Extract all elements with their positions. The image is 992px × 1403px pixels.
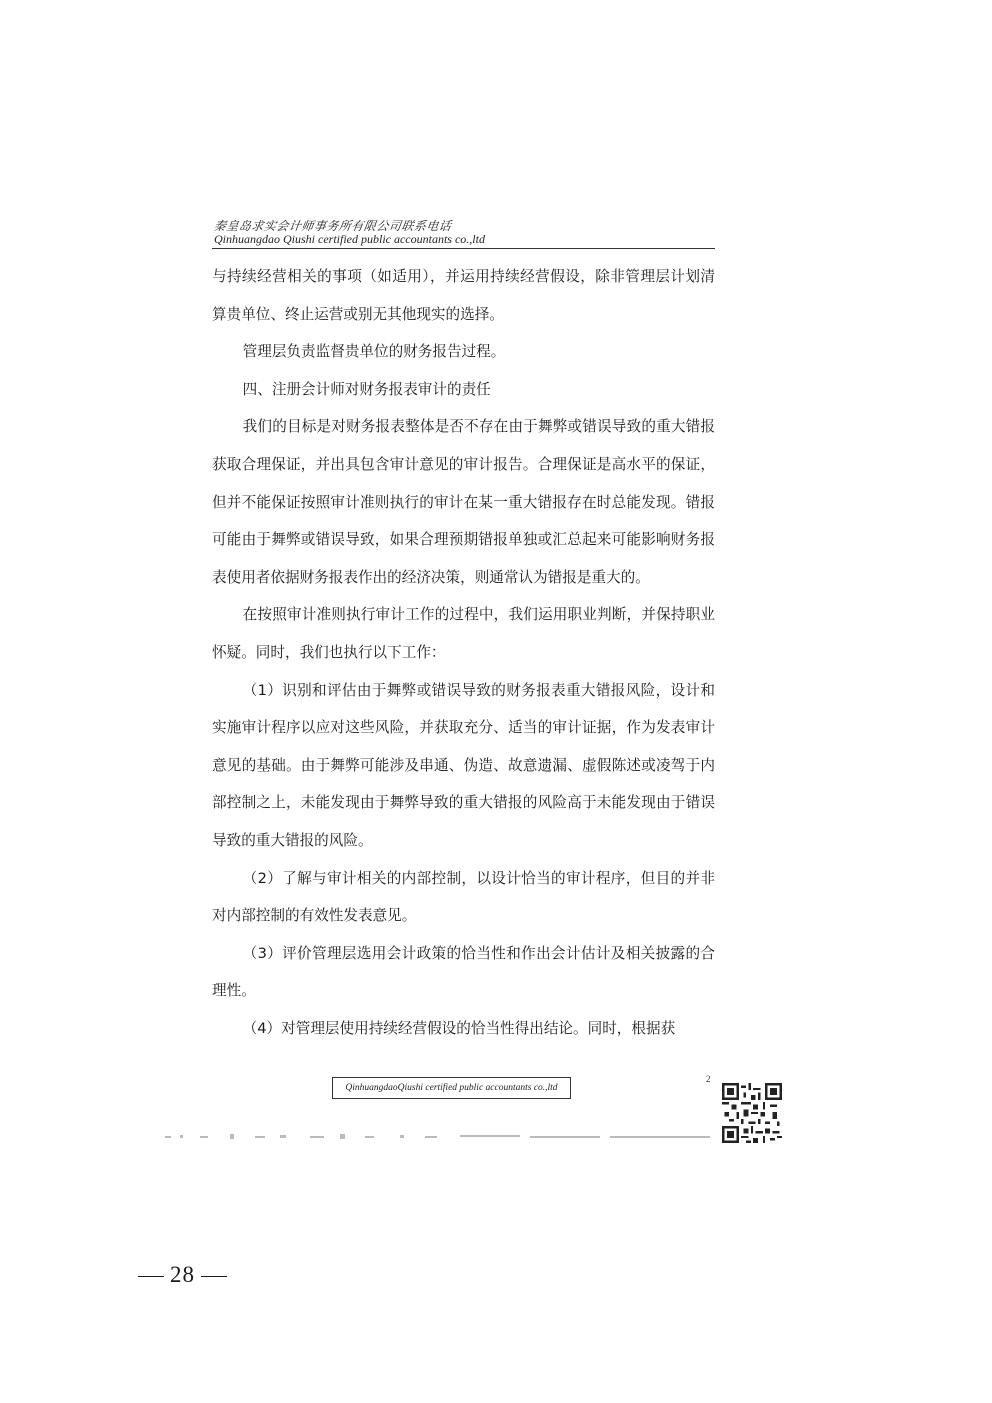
- list-item-1: （1）识别和评估由于舞弊或错误导致的财务报表重大错报风险，设计和实施审计程序以应对这些风险，并获取充分、适当的审计证据，作为发表审计意见的基础。由于舞弊可能涉及串通、伪造、故意遗漏、虚假陈述或凌驾于内部控制之上，未能发现由于舞弊导致的重大错报的风险高于未能发现由于错误导致的重大错报的风险。: [212, 681, 715, 849]
- paragraph-judgement: 在按照审计准则执行审计工作的过程中，我们运用职业判断，并保持职业怀疑。同时，我们也执行以下工作：: [212, 606, 715, 661]
- section-heading-4: 四、注册会计师对财务报表审计的责任: [242, 380, 491, 398]
- page-number-dash-right: [201, 1276, 227, 1277]
- paragraph-2: 管理层负责监督贵单位的财务报告过程。: [242, 343, 506, 361]
- letterhead-firm-name-cn: 秦皇岛求实会计师事务所有限公司联系电话: [212, 219, 453, 233]
- report-body: [212, 258, 715, 1047]
- list-item-4: （4）对管理层使用持续经营假设的恰当性得出结论。同时，根据获: [242, 1019, 676, 1037]
- footer-firm-box: QinhuangdaoQiushi certified public accountants co.,ltd: [332, 1077, 571, 1099]
- header-divider: [212, 248, 715, 249]
- inner-page-number: 2: [706, 1074, 711, 1084]
- page-number-value: 28: [170, 1262, 195, 1287]
- letterhead-firm-name-en: Qinhuangdao Qiushi certified public accountants co.,ltd: [214, 232, 485, 246]
- list-item-3: （3）评价管理层选用会计政策的恰当性和作出会计估计及相关披露的合理性。: [212, 944, 715, 1000]
- page-number-dash-left: [138, 1276, 164, 1277]
- paragraph-1: 与持续经营相关的事项（如适用），并运用持续经营假设，除非管理层计划清算贵单位、终止运营或别无其他现实的选择。: [212, 268, 715, 323]
- list-item-2: （2）了解与审计相关的内部控制，以设计恰当的审计程序，但目的并非对内部控制的有效性发表意见。: [212, 869, 715, 925]
- page-number: [132, 1262, 233, 1288]
- scan-artifact-strip: [160, 1130, 720, 1144]
- paragraph-objective: 我们的目标是对财务报表整体是否不存在由于舞弊或错误导致的重大错报获取合理保证，并出具包含审计意见的审计报告。合理保证是高水平的保证，但并不能保证按照审计准则执行的审计在某一重大错报存在时总能发现。错报可能由于舞弊或错误导致，如果合理预期错报单独或汇总起来可能影响财务报表使用者依据财务报表作出的经济决策，则通常认为错报是重大的。: [212, 418, 715, 586]
- qr-code-icon: [722, 1083, 782, 1143]
